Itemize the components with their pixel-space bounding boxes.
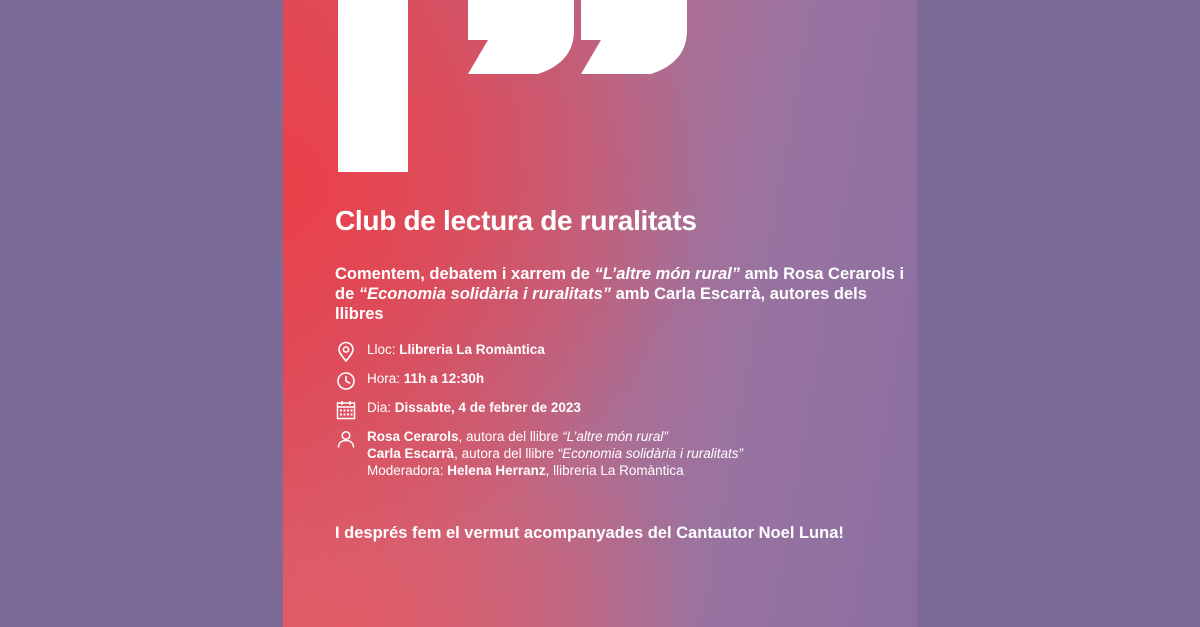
closing-note: I després fem el vermut acompanyades del Cantautor Noel Luna! [335, 524, 844, 542]
moderator-line: Moderadora: Helena Herranz, llibreria La Romàntica [367, 463, 684, 478]
speaker-name: Rosa Cerarols [367, 429, 459, 444]
quote-mark-right-icon [579, 0, 689, 74]
time-row [335, 370, 895, 390]
event-poster [283, 0, 917, 627]
location-pin-icon [335, 341, 357, 361]
speakers-row [335, 428, 895, 479]
place-row [335, 341, 895, 361]
event-description: Comentem, debatem i xarrem de “L’altre món rural” amb Rosa Cerarols i de “Economia solidària i ruralitats” amb Carla Escarrà, autores dels llibres [335, 265, 905, 323]
moderator-name: Helena Herranz [447, 463, 546, 478]
time-text: Hora: 11h a 12:30h [367, 371, 485, 386]
speakers-list [367, 428, 743, 479]
date-value: Dissabte, 4 de febrer de 2023 [394, 400, 581, 415]
time-value: 11h a 12:30h [403, 371, 485, 386]
place-text: Lloc: Llibreria La Romàntica [367, 342, 545, 357]
calendar-icon [335, 399, 357, 419]
place-value: Llibreria La Romàntica [399, 342, 545, 357]
event-title: Club de lectura de ruralitats [335, 205, 697, 236]
quote-mark-left-icon [466, 0, 576, 74]
date-row [335, 399, 895, 419]
speaker-book: “Economia solidària i ruralitats” [557, 446, 743, 461]
speaker-book: “L’altre món rural” [562, 429, 668, 444]
date-text: Dia: Dissabte, 4 de febrer de 2023 [367, 400, 581, 415]
speaker-name: Carla Escarrà [367, 446, 455, 461]
book-title-1: “L’altre món rural” [594, 265, 740, 283]
speaker-line: Rosa Cerarols, autora del llibre “L’altre món rural” [367, 429, 668, 444]
person-icon [335, 428, 357, 448]
quote-bar-shape [338, 0, 408, 172]
book-title-2: “Economia solidària i ruralitats” [358, 285, 612, 303]
speaker-line: Carla Escarrà, autora del llibre “Economia solidària i ruralitats” [367, 446, 743, 461]
clock-icon [335, 370, 357, 390]
